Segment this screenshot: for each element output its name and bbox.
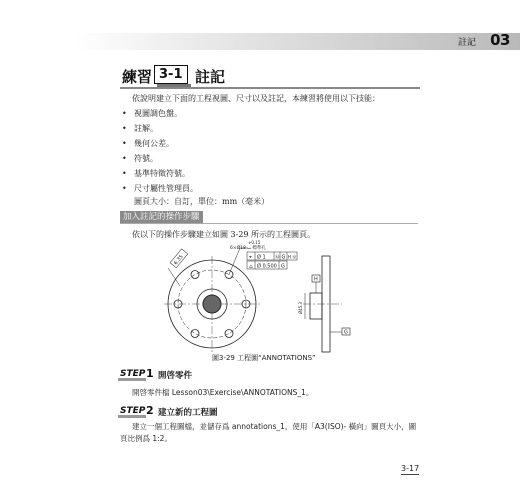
- chapter-number: 03: [490, 31, 510, 49]
- step-title: 開啓零件: [158, 371, 193, 381]
- step-badge: STEP: [120, 369, 146, 379]
- section-rule: [120, 223, 418, 224]
- header-bar: [75, 33, 520, 50]
- section-intro: 依以下的操作步驟建立如圖 3-29 所示的工程圖頁。: [132, 230, 316, 239]
- exercise-number-badge: 3-1: [154, 65, 188, 84]
- step-body-line: 頁比例爲 1:2。: [120, 434, 172, 443]
- skill-label: 視圖調色盤。: [134, 109, 182, 118]
- fcf2-datum: G: [281, 263, 285, 270]
- fcf1-tolerance: Ø 1: [257, 254, 266, 261]
- step-number: 1: [146, 367, 154, 380]
- bolt-hole: [191, 330, 199, 338]
- exercise-prefix: 練習: [122, 68, 153, 86]
- datum-h-label: H: [314, 276, 318, 283]
- diameter-leader: [168, 268, 180, 286]
- callout-leader: [229, 248, 240, 275]
- side-dim-text: Ø45.3: [298, 301, 303, 314]
- step-title: 建立新的工程圖: [158, 408, 218, 418]
- callout-hole-spec: 6×Ø18 ⌴ 標準孔: [230, 246, 266, 251]
- section-label: 加入註記的操作步驟: [120, 211, 203, 224]
- skill-label: 符號。: [134, 154, 158, 163]
- side-hub: [310, 293, 322, 319]
- skill-label: 幾何公差。: [134, 139, 174, 148]
- step-body-line: 建立一個工程圖檔，並儲存爲 annotations_1，使用「A3(ISO)- 橫向」圖頁大小，圖: [132, 422, 417, 431]
- step-body: 開啓零件檔 Lesson03\Exercise\ANNOTATIONS_1。: [132, 388, 314, 397]
- exercise-name: 註記: [195, 68, 226, 86]
- fcf2-tolerance: Ø 0.500: [257, 263, 277, 270]
- skill-label: 註解。: [134, 124, 158, 133]
- bolt-hole: [225, 330, 233, 338]
- fcf1-datum-g: G: [281, 254, 286, 261]
- figure-caption: 圖3-29 工程圖“ANNOTATIONS”: [212, 354, 316, 362]
- fcf1-symbol: ⌖: [249, 254, 252, 261]
- skill-label: 尺寸屬性管理員。: [134, 184, 198, 193]
- callout-tolerance: +0.15: [248, 240, 261, 245]
- feature-control-frame-1: [247, 252, 297, 261]
- step-number: 2: [146, 404, 154, 417]
- intro-text: 依說明建立下面的工程視圖、尺寸以及註記，本練習將使用以下技能：: [132, 94, 380, 103]
- skill-label: 基準特徵符號。: [134, 169, 190, 178]
- step-badge: STEP: [120, 406, 146, 416]
- chapter-title: 註記: [457, 38, 476, 48]
- diameter-dim: [170, 249, 188, 268]
- page-number: 3-17: [401, 464, 420, 473]
- fcf2-symbol: ⌓: [249, 263, 253, 270]
- paper-size-line: 圖頁大小：自訂，單位：mm（毫米）: [134, 197, 270, 206]
- fcf1-modifier: Ⓜ: [275, 255, 280, 261]
- datum-g-label: G: [344, 329, 348, 336]
- engineering-drawing-figure: [160, 238, 360, 353]
- feature-control-frame-2: [247, 261, 287, 270]
- fcf1-datum-h: H Ⓜ: [288, 254, 297, 260]
- side-view: [303, 256, 350, 352]
- bolt-hole: [191, 271, 199, 279]
- diameter-dim-text: 6.35: [172, 253, 185, 267]
- title-rule: [120, 87, 420, 89]
